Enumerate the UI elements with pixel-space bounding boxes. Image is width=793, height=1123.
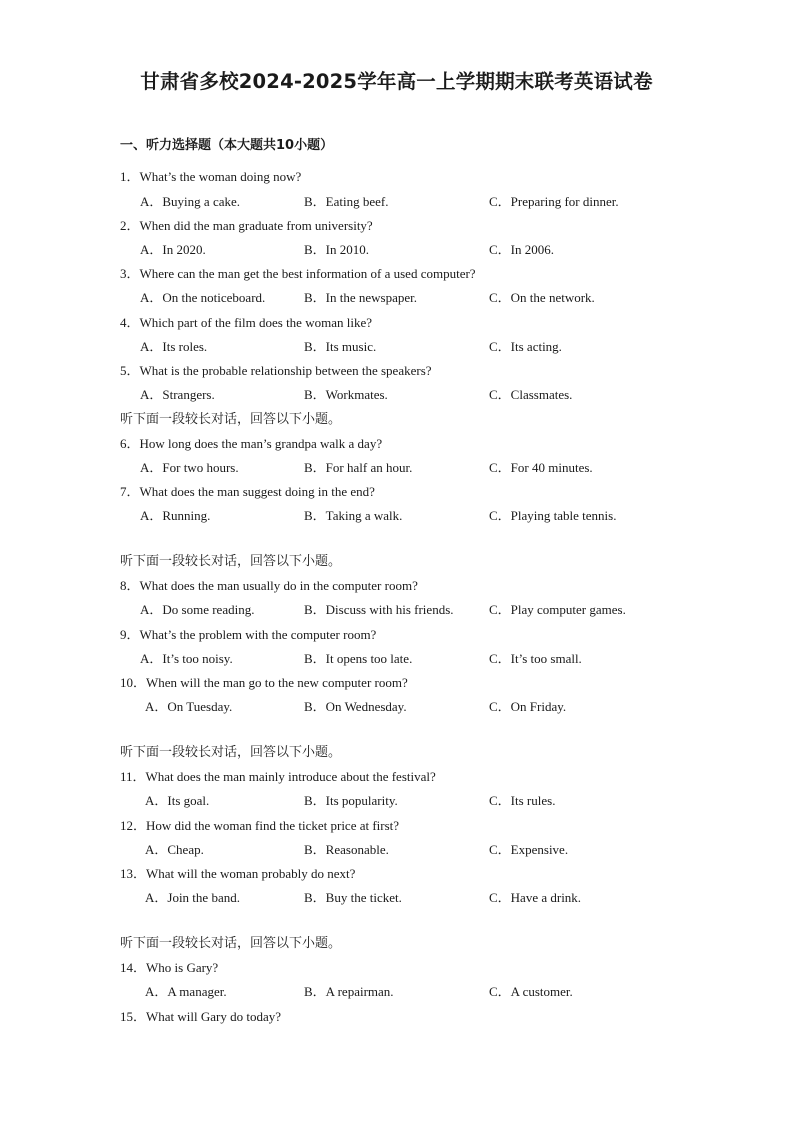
question-8-option-a: A．Do some reading. (140, 602, 255, 617)
question-2: 2．When did the man graduate from university? (120, 218, 373, 233)
question-13-option-a: A．Join the band. (145, 890, 240, 905)
question-3: 3．Where can the man get the best information of a used computer? (120, 266, 476, 281)
question-8: 8．What does the man usually do in the computer room? (120, 578, 418, 593)
question-8-option-c: C．Play computer games. (489, 602, 626, 617)
question-8-option-b: B．Discuss with his friends. (304, 602, 454, 617)
question-7: 7．What does the man suggest doing in the end? (120, 484, 375, 499)
question-13-option-b: B．Buy the ticket. (304, 890, 402, 905)
question-12-option-c: C．Expensive. (489, 842, 569, 857)
question-6: 6．How long does the man’s grandpa walk a day? (120, 436, 383, 451)
question-1-option-a: A．Buying a cake. (140, 194, 241, 209)
dialogue-instruction: 听下面一段较长对话，回答以下小题。 (120, 936, 342, 951)
question-9-option-a: A．It’s too noisy. (140, 651, 233, 666)
question-1: 1．What’s the woman doing now? (120, 169, 302, 184)
question-4-option-c: C．Its acting. (489, 339, 562, 354)
question-9: 9．What’s the problem with the computer room? (120, 627, 377, 642)
question-12-option-a: A．Cheap. (145, 842, 204, 857)
question-3-option-b: B．In the newspaper. (304, 290, 418, 305)
question-3-option-a: A．On the noticeboard. (140, 290, 266, 305)
question-5-option-b: B．Workmates. (304, 387, 388, 402)
question-5: 5．What is the probable relationship between the speakers? (120, 363, 432, 378)
question-2-option-b: B．In 2010. (304, 242, 370, 257)
question-10-option-c: C．On Friday. (489, 699, 567, 714)
question-4-option-b: B．Its music. (304, 339, 377, 354)
question-6-option-c: C．For 40 minutes. (489, 460, 593, 475)
question-11: 11．What does the man mainly introduce about the festival? (120, 769, 436, 784)
question-15: 15．What will Gary do today? (120, 1009, 282, 1024)
question-7-option-b: B．Taking a walk. (304, 508, 403, 523)
question-9-option-c: C．It’s too small. (489, 651, 582, 666)
dialogue-instruction: 听下面一段较长对话，回答以下小题。 (120, 745, 342, 760)
question-5-option-a: A．Strangers. (140, 387, 215, 402)
question-7-option-a: A．Running. (140, 508, 211, 523)
question-14-option-b: B．A repairman. (304, 984, 394, 999)
question-3-option-c: C．On the network. (489, 290, 595, 305)
question-2-option-c: C．In 2006. (489, 242, 555, 257)
question-12-option-b: B．Reasonable. (304, 842, 389, 857)
document-title: 甘肃省多校2024-2025学年高一上学期期末联考英语试卷 (140, 70, 653, 93)
question-6-option-b: B．For half an hour. (304, 460, 413, 475)
dialogue-instruction: 听下面一段较长对话，回答以下小题。 (120, 412, 342, 427)
question-9-option-b: B．It opens too late. (304, 651, 413, 666)
dialogue-instruction: 听下面一段较长对话，回答以下小题。 (120, 554, 342, 569)
question-10-option-a: A．On Tuesday. (145, 699, 233, 714)
question-11-option-b: B．Its popularity. (304, 793, 398, 808)
question-12: 12．How did the woman find the ticket price at first? (120, 818, 400, 833)
question-2-option-a: A．In 2020. (140, 242, 206, 257)
question-13: 13．What will the woman probably do next? (120, 866, 356, 881)
question-13-option-c: C．Have a drink. (489, 890, 582, 905)
question-5-option-c: C．Classmates. (489, 387, 573, 402)
question-1-option-c: C．Preparing for dinner. (489, 194, 619, 209)
question-1-option-b: B．Eating beef. (304, 194, 389, 209)
question-10-option-b: B．On Wednesday. (304, 699, 407, 714)
question-4-option-a: A．Its roles. (140, 339, 208, 354)
question-14-option-a: A．A manager. (145, 984, 227, 999)
section-heading: 一、听力选择题（本大题共10小题） (120, 138, 334, 153)
question-4: 4．Which part of the film does the woman like? (120, 315, 372, 330)
question-7-option-c: C．Playing table tennis. (489, 508, 617, 523)
question-6-option-a: A．For two hours. (140, 460, 239, 475)
question-14: 14．Who is Gary? (120, 960, 219, 975)
question-11-option-a: A．Its goal. (145, 793, 210, 808)
question-14-option-c: C．A customer. (489, 984, 573, 999)
question-11-option-c: C．Its rules. (489, 793, 556, 808)
question-10: 10．When will the man go to the new computer room? (120, 675, 408, 690)
